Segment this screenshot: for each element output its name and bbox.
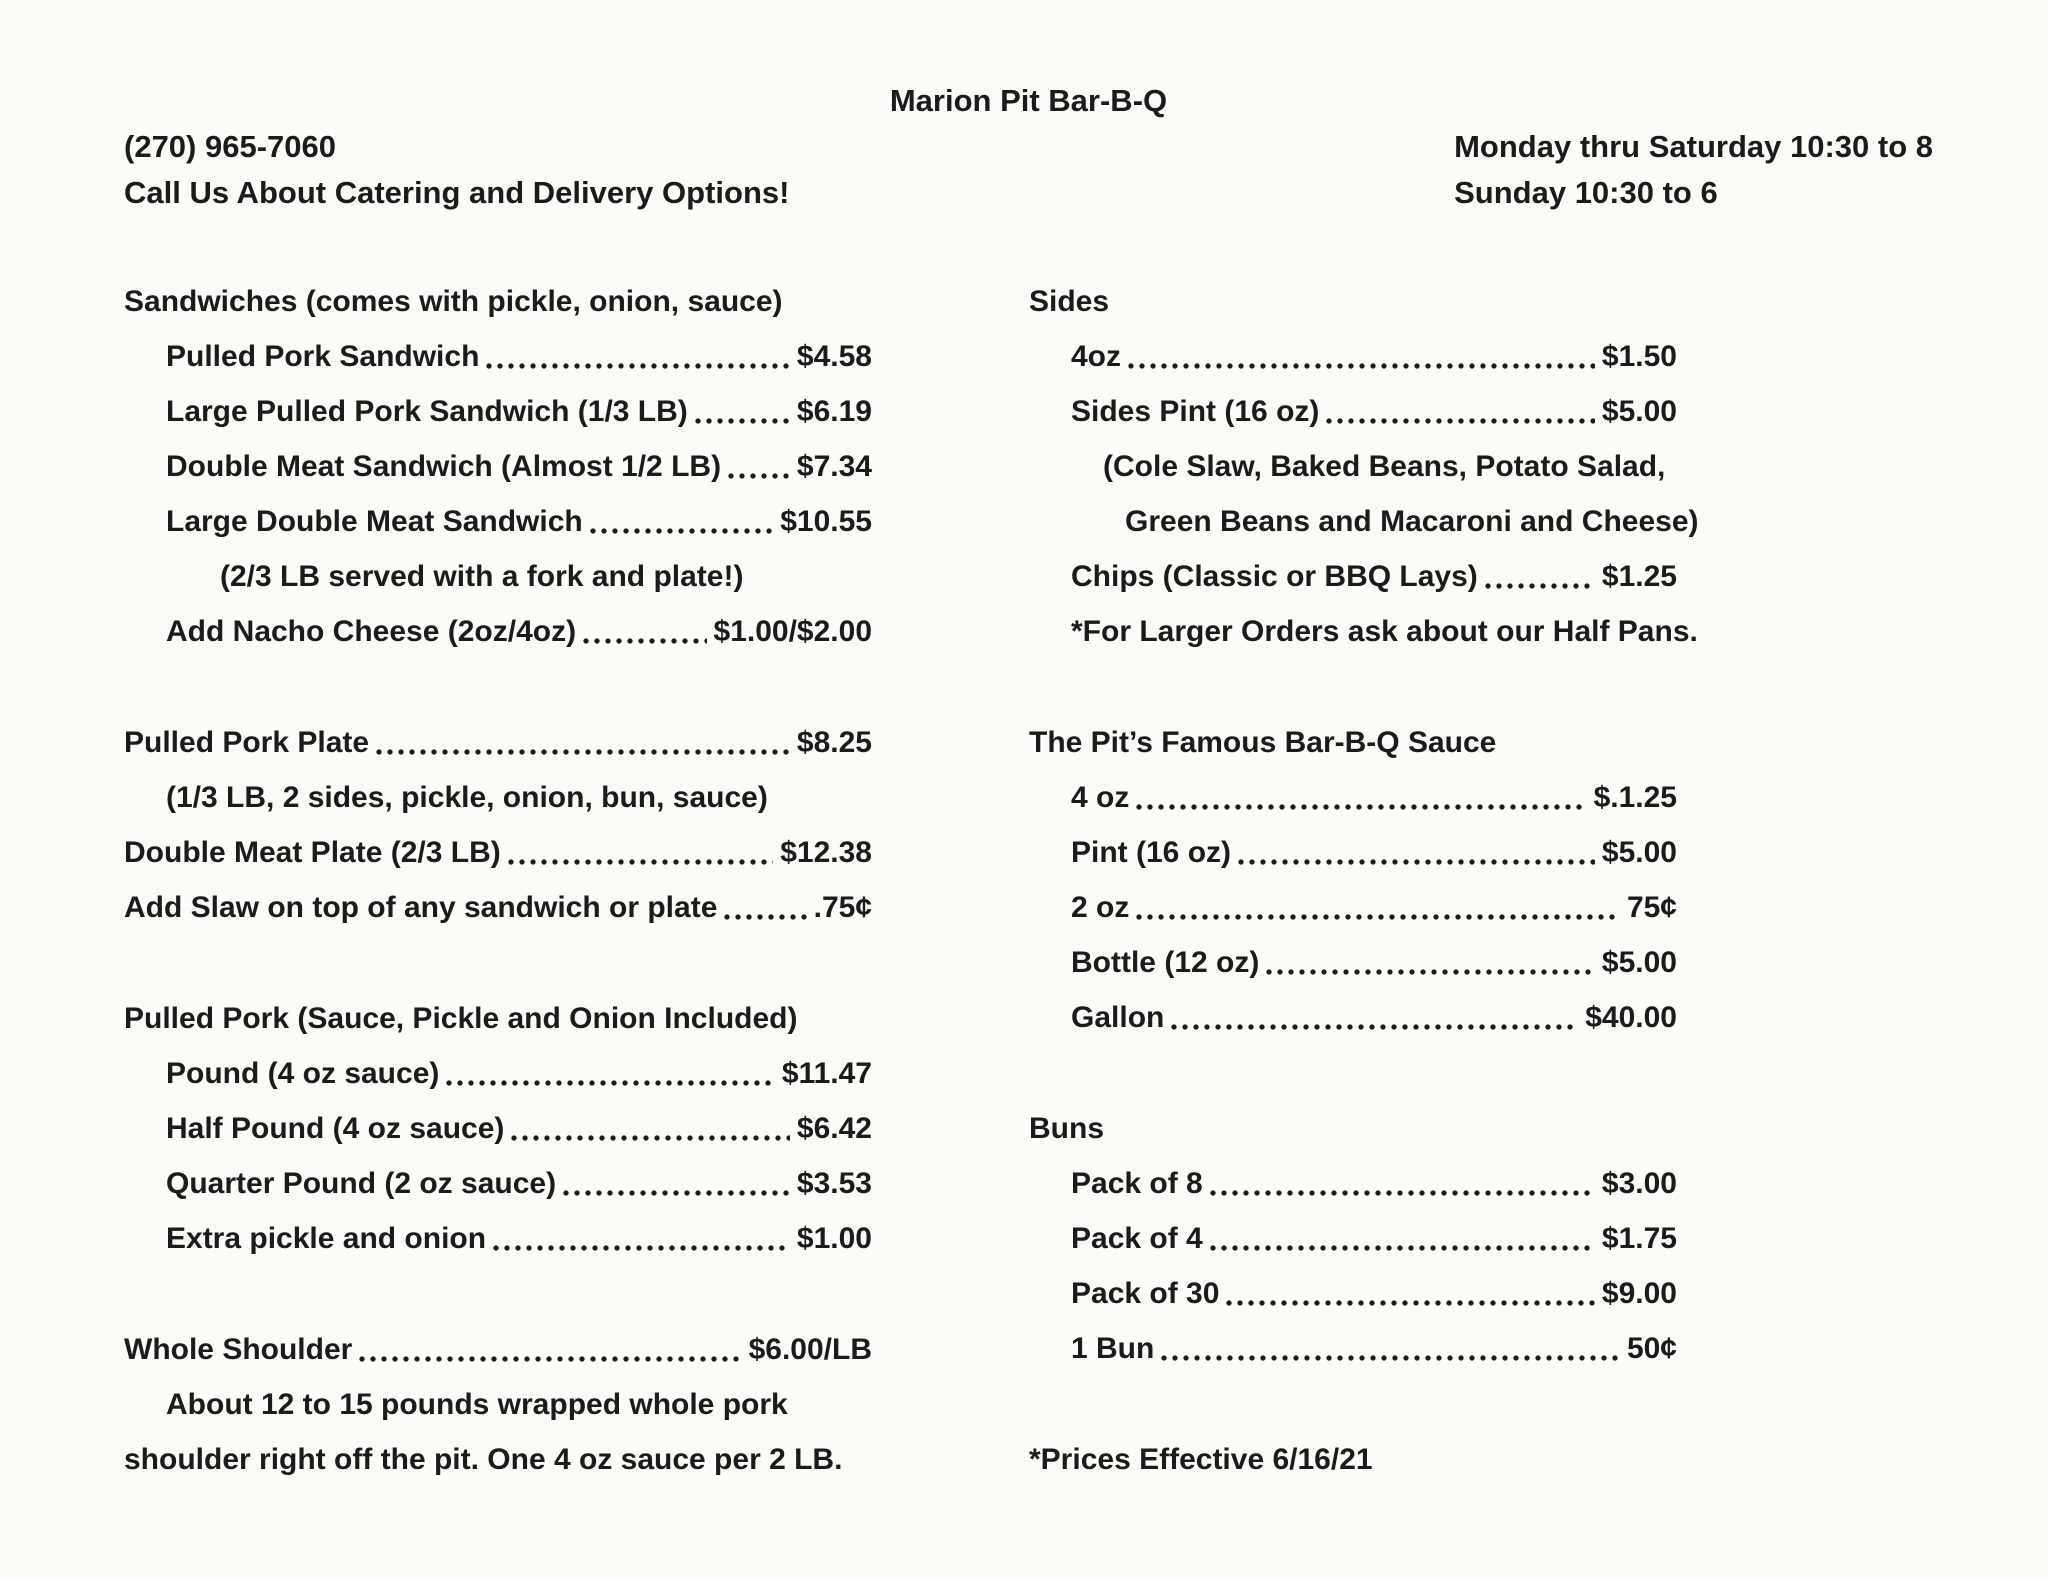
menu-item-row	[124, 384, 872, 439]
item-label: Extra pickle and onion	[166, 1222, 487, 1255]
menu-item-row	[124, 494, 872, 549]
item-price: $1.50	[1601, 340, 1677, 373]
menu-item-row	[124, 715, 872, 770]
right-column	[1029, 274, 1699, 1487]
dot-leader	[1266, 969, 1595, 975]
top-info-row	[124, 124, 1933, 216]
left-column	[124, 274, 872, 1487]
catering-line: Call Us About Catering and Delivery Options!	[124, 175, 790, 210]
item-label: Add Slaw on top of any sandwich or plate	[124, 891, 718, 924]
item-price: $1.00	[796, 1222, 872, 1255]
menu-item-row	[1029, 549, 1677, 604]
section-heading: Sandwiches (comes with pickle, onion, sauce)	[124, 285, 783, 318]
item-price: $7.34	[796, 450, 872, 483]
hours-line-2: Sunday 10:30 to 6	[1454, 175, 1718, 210]
item-label: 4oz	[1071, 340, 1122, 373]
item-label: Quarter Pound (2 oz sauce)	[166, 1167, 557, 1200]
item-price: $12.38	[780, 836, 872, 869]
item-label: Sides Pint (16 oz)	[1071, 395, 1320, 428]
item-price: .75¢	[813, 891, 872, 924]
menu-item-row	[124, 1101, 872, 1156]
contact-block	[124, 124, 789, 216]
menu-item-row	[124, 880, 872, 935]
dot-leader	[1210, 1190, 1595, 1196]
item-price: $4.58	[796, 340, 872, 373]
item-price: 50¢	[1626, 1332, 1677, 1365]
menu-item-row	[1029, 935, 1677, 990]
section-heading-row	[1029, 274, 1677, 329]
menu-item-row	[124, 1211, 872, 1266]
item-label: Pound (4 oz sauce)	[166, 1057, 440, 1090]
item-label: Half Pound (4 oz sauce)	[166, 1112, 505, 1145]
item-price: $8.25	[796, 726, 872, 759]
dot-leader	[508, 859, 774, 865]
item-label: Pack of 8	[1071, 1167, 1203, 1200]
item-label: Add Nacho Cheese (2oz/4oz)	[166, 615, 577, 648]
menu-item-row	[124, 604, 872, 659]
menu-item-row	[1029, 990, 1677, 1045]
item-label: (1/3 LB, 2 sides, pickle, onion, bun, sauce)	[166, 781, 768, 814]
item-label: (Cole Slaw, Baked Beans, Potato Salad,	[1103, 450, 1666, 483]
phone-number: (270) 965-7060	[124, 129, 336, 164]
item-label: Green Beans and Macaroni and Cheese)	[1125, 505, 1699, 538]
item-price: $6.00/LB	[748, 1333, 872, 1366]
dot-leader	[359, 1356, 741, 1362]
menu-section	[1029, 1101, 1677, 1376]
menu-item-row	[1029, 439, 1677, 494]
menu-item-row	[124, 1156, 872, 1211]
section-heading: Sides	[1029, 285, 1110, 318]
menu-item-row	[1029, 1211, 1677, 1266]
menu-section	[124, 1322, 872, 1487]
menu-columns	[124, 274, 1933, 1487]
page-title: Marion Pit Bar-B-Q	[889, 83, 1168, 118]
dot-leader	[695, 418, 790, 424]
menu-item-row	[1029, 1432, 1677, 1487]
menu-item-row	[1029, 604, 1698, 659]
item-label: Double Meat Plate (2/3 LB)	[124, 836, 501, 869]
section-heading-row	[1029, 715, 1677, 770]
menu-item-row	[1029, 1156, 1677, 1211]
item-label: Double Meat Sandwich (Almost 1/2 LB)	[166, 450, 722, 483]
menu-item-row	[124, 825, 872, 880]
menu-item-row	[1029, 880, 1677, 935]
section-heading-row	[124, 274, 872, 329]
item-label: Pulled Pork Plate	[124, 726, 370, 759]
menu-item-row	[124, 1432, 872, 1487]
item-label: Chips (Classic or BBQ Lays)	[1071, 560, 1478, 593]
section-heading: Buns	[1029, 1112, 1104, 1145]
dot-leader	[563, 1190, 790, 1196]
dot-leader	[511, 1135, 790, 1141]
item-price: $.1.25	[1593, 781, 1677, 814]
item-label: Large Pulled Pork Sandwich (1/3 LB)	[166, 395, 688, 428]
menu-section	[1029, 715, 1677, 1045]
dot-leader	[493, 1245, 790, 1251]
item-price: $6.19	[796, 395, 872, 428]
dot-leader	[1485, 583, 1595, 589]
dot-leader	[724, 914, 806, 920]
item-label: Pulled Pork Sandwich	[166, 340, 480, 373]
menu-item-row	[1029, 770, 1677, 825]
dot-leader	[590, 528, 774, 534]
dot-leader	[376, 749, 790, 755]
item-label: 2 oz	[1071, 891, 1130, 924]
menu-item-row	[1029, 384, 1677, 439]
item-label: *For Larger Orders ask about our Half Pans.	[1071, 615, 1698, 648]
item-label: Pack of 4	[1071, 1222, 1203, 1255]
dot-leader	[728, 473, 790, 479]
dot-leader	[1326, 418, 1595, 424]
item-label: shoulder right off the pit. One 4 oz sauce per 2 LB.	[124, 1443, 843, 1476]
item-price: $10.55	[780, 505, 872, 538]
dot-leader	[1136, 914, 1620, 920]
dot-leader	[1161, 1355, 1620, 1361]
menu-item-row	[1029, 329, 1677, 384]
menu-section	[124, 274, 872, 659]
section-heading-row	[1029, 1101, 1677, 1156]
dot-leader	[1226, 1300, 1595, 1306]
section-heading: Pulled Pork (Sauce, Pickle and Onion Included)	[124, 1002, 798, 1035]
menu-item-row	[124, 439, 872, 494]
menu-item-row	[124, 770, 872, 825]
menu-item-row	[124, 1322, 872, 1377]
item-price: $5.00	[1601, 946, 1677, 979]
item-label: (2/3 LB served with a fork and plate!)	[220, 560, 744, 593]
menu-item-row	[1029, 1266, 1677, 1321]
item-price: $3.00	[1601, 1167, 1677, 1200]
item-price: $1.75	[1601, 1222, 1677, 1255]
item-price: $5.00	[1601, 395, 1677, 428]
section-heading-row	[124, 991, 872, 1046]
menu-section	[1029, 1432, 1677, 1487]
item-label: Bottle (12 oz)	[1071, 946, 1260, 979]
item-label: Whole Shoulder	[124, 1333, 353, 1366]
item-price: $1.25	[1601, 560, 1677, 593]
item-label: 1 Bun	[1071, 1332, 1155, 1365]
item-price: $6.42	[796, 1112, 872, 1145]
section-heading: The Pit’s Famous Bar-B-Q Sauce	[1029, 726, 1497, 759]
menu-item-row	[1029, 825, 1677, 880]
dot-leader	[1128, 363, 1595, 369]
item-label: Large Double Meat Sandwich	[166, 505, 583, 538]
item-label: *Prices Effective 6/16/21	[1029, 1443, 1373, 1476]
dot-leader	[446, 1080, 775, 1086]
hours-block	[1454, 124, 1933, 216]
hours-line-1: Monday thru Saturday 10:30 to 8	[1454, 129, 1933, 164]
item-label: 4 oz	[1071, 781, 1130, 814]
menu-item-row	[124, 549, 872, 604]
menu-item-row	[1029, 1321, 1677, 1376]
menu-section	[124, 991, 872, 1266]
menu-item-row	[124, 1046, 872, 1101]
menu-section	[1029, 274, 1699, 659]
dot-leader	[1210, 1245, 1595, 1251]
dot-leader	[1171, 1024, 1578, 1030]
menu-section	[124, 715, 872, 935]
item-label: Pint (16 oz)	[1071, 836, 1232, 869]
item-price: $5.00	[1601, 836, 1677, 869]
item-price: $40.00	[1585, 1001, 1677, 1034]
menu-item-row	[124, 1377, 872, 1432]
item-price: $11.47	[781, 1057, 872, 1090]
item-price: $9.00	[1601, 1277, 1677, 1310]
item-label: Pack of 30	[1071, 1277, 1220, 1310]
menu-item-row	[1029, 494, 1699, 549]
dot-leader	[1238, 859, 1595, 865]
dot-leader	[583, 638, 706, 644]
item-price: $1.00/$2.00	[713, 615, 872, 648]
item-price: $3.53	[796, 1167, 872, 1200]
dot-leader	[1136, 804, 1586, 810]
menu-item-row	[124, 329, 872, 384]
dot-leader	[486, 363, 790, 369]
item-price: 75¢	[1626, 891, 1677, 924]
item-label: About 12 to 15 pounds wrapped whole pork	[166, 1388, 788, 1421]
item-label: Gallon	[1071, 1001, 1165, 1034]
